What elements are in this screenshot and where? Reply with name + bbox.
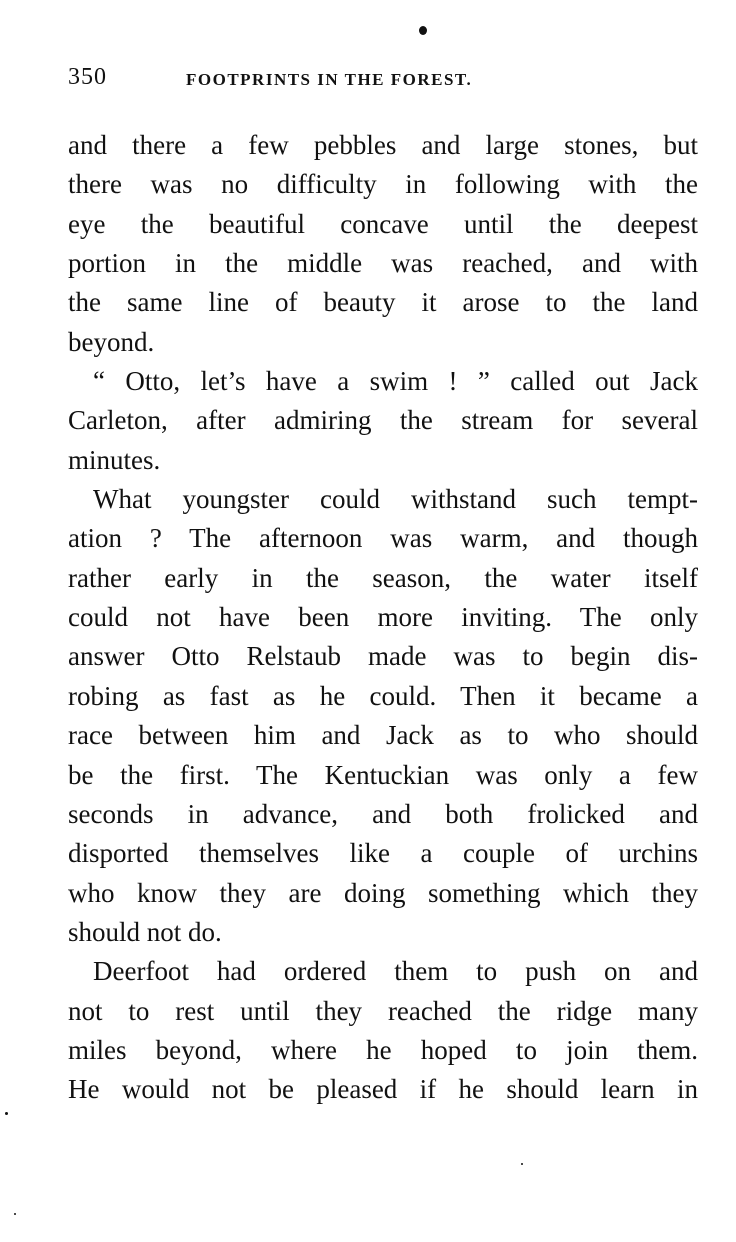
page-number: 350	[68, 64, 107, 90]
text-line: beyond.	[68, 326, 155, 357]
text-line: He would not be pleased if he should learn in	[68, 1074, 698, 1105]
text-line: not to rest until they reached the ridge many	[68, 995, 698, 1026]
ink-speck	[521, 1163, 523, 1165]
text-line: eye the beautiful concave until the deepest	[68, 208, 698, 239]
ink-speck	[419, 26, 427, 35]
text-line: there was no difficulty in following with the	[68, 169, 698, 200]
page-header	[68, 64, 698, 98]
text-line: disported themselves like a couple of urchins	[68, 838, 698, 869]
text-line: be the first. The Kentuckian was only a few	[68, 759, 698, 790]
text-line: Deerfoot had ordered them to push on and	[93, 956, 698, 987]
text-line: seconds in advance, and both frolicked and	[68, 798, 698, 829]
text-line: race between him and Jack as to who should	[68, 720, 698, 751]
ink-speck	[5, 1112, 8, 1115]
text-line: robing as fast as he could. Then it became a	[68, 680, 698, 711]
text-line: should not do.	[68, 916, 222, 947]
text-line: rather early in the season, the water itself	[68, 562, 698, 593]
text-line: could not have been more inviting. The only	[68, 602, 698, 633]
text-line: Carleton, after admiring the stream for several	[68, 405, 698, 436]
ink-speck	[14, 1213, 16, 1215]
text-line: answer Otto Relstaub made was to begin dis-	[68, 641, 698, 672]
text-line: “ Otto, let’s have a swim ! ” called out Jack	[93, 366, 698, 397]
text-line: portion in the middle was reached, and with	[68, 248, 698, 279]
body-text	[68, 126, 698, 1110]
text-line: ation ? The afternoon was warm, and though	[68, 523, 698, 554]
text-line: miles beyond, where he hoped to join them.	[68, 1034, 698, 1065]
text-line: minutes.	[68, 444, 161, 475]
running-title: FOOTPRINTS IN THE FOREST.	[186, 70, 473, 89]
text-line: What youngster could withstand such tempt-	[93, 484, 698, 515]
text-line: the same line of beauty it arose to the land	[68, 287, 698, 318]
text-line: who know they are doing something which they	[68, 877, 698, 908]
text-line: and there a few pebbles and large stones, but	[68, 130, 698, 160]
